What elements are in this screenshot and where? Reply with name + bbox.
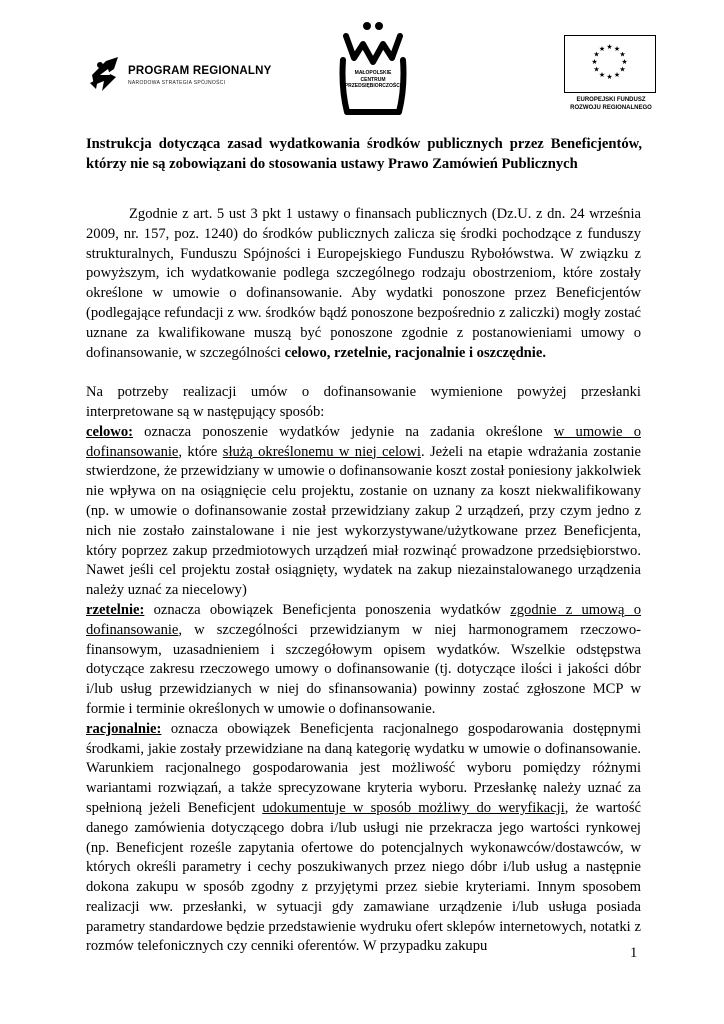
svg-text:★: ★ [619,50,626,59]
racjonalnie-underline-1: udokumentuje w sposób możliwy do weryfikacji [262,799,565,816]
paragraph-gap [86,363,641,383]
svg-text:★: ★ [606,43,613,51]
page-number: 1 [630,945,638,961]
definition-rzetelnie [86,601,641,720]
rzetelnie-text-2: , w szczególności przewidzianym w niej harmonogramem rzeczowo-finansowym, uzasadnieniem i szczegółowym opisem wydatków. Wszelkie odstępstwa dotyczące zakresu rzeczowego umowy o dofinansowanie (tj. dotyczące ilości i jakości dóbr i/lub usług przewidzianych w niej do sfinansowania) powinny zostać zgłoszone MCP w formie i terminie określonych w umowie o dofinansowanie. [86,621,641,717]
mcp-logo-line-1: MAŁOPOLSKIE [354,70,392,76]
mcp-logo-line-2: CENTRUM [360,76,386,83]
definition-racjonalnie [86,720,641,958]
mcp-logo-text [337,70,409,90]
term-rzetelnie: rzetelnie: [86,601,145,618]
svg-text:★: ★ [598,45,606,53]
racjonalnie-text-1: oznacza obowiązek Beneficjenta racjonalnego gospodarowania dostępnymi środkami, jakie zostały przewidziane na daną kategorię wydatku w umowie o dofinansowanie. Warunkiem racjonalnego gospodarowania jest możliwość wyboru pomiędzy różnymi wariantami rozwiązań, a także sprecyzowane kryteria wyboru. Przesłankę należy uznać za spełnioną jeżeli Beneficjent [86,720,641,816]
program-logo-title: PROGRAM REGIONALNY [128,65,272,77]
document-title [86,134,642,174]
celowo-text-1: oznacza ponoszenie wydatków jedynie na zadania określone [133,423,554,440]
celowo-text-3: . Jeżeli na etapie wdrażania zostanie stwierdzone, że przewidziany w umowie o dofinansowanie koszt został poniesiony jakkolwiek nie wpływa on na osiągnięcie celu projektu, zostanie on uznany za koszt niekwalifikowany (np. w umowie o dofinansowanie został przewidziany zakup 2 urządzeń, przy czym jedno z nich nie zostało zainstalowane i nie jest wykorzystywane/użytkowane przez Beneficjenta, który poprzez zakup przedmiotowych urządzeń miał rozwinąć prowadzone przedsiębiorstwo. Nawet jeśli cel projektu został osiągnięty, wydatek na zakup niezainstalowanego urządzenia należy uznać za niecelowy) [86,443,642,599]
svg-text:★: ★ [613,45,621,53]
svg-text:★: ★ [619,65,626,74]
svg-text:★: ★ [613,71,621,79]
term-celowo: celowo: [86,423,134,440]
program-logo-subtitle: NARODOWA STRATEGIA SPÓJNOŚCI [128,80,226,86]
document-body [86,205,641,957]
racjonalnie-text-2: , że wartość danego zamówienia dotyczącego dobra i/lub usługi nie przekracza jego wartości rynkowej (np. Beneficjent roześle zapytania ofertowe do potencjalnych wykonawców/dostawców, w których określi parametry i cechy poszukiwanych przez niego dóbr i/lub usług a następnie dokona zakupu w sposób zgodny z przyjętymi przez siebie kryteriami. Innym sposobem realizacji ww. przesłanki, w sytuacji gdy zamawiane urządzenie i/lub usługa posiada parametry standardowe będzie przedstawienie wydruku ofert sklepów internetowych, notatki z rozmów telefonicznych czy cenniki oferentów. W przypadku zakupu [86,799,641,955]
lead-line-2: interpretowane są w następujący sposób: [86,403,325,420]
intro-emphasis: celowo, rzetelnie, racjonalnie i oszczędnie. [284,344,546,361]
title-line-1: Instrukcja dotycząca zasad wydatkowania środków publicznych przez Beneficjentów, [86,136,642,152]
eu-logo-caption [556,96,666,112]
program-logo-emblem-icon [88,55,124,93]
eu-logo-line-1: EUROPEJSKI FUNDUSZ [576,97,646,103]
svg-text:★: ★ [593,65,600,74]
mcp-logo-line-3: PRZEDSIĘBIORCZOŚCI [344,83,402,89]
mcp-logo [337,22,409,118]
celowo-underline-1: w umowie o dofinansowanie [86,423,641,460]
svg-text:★: ★ [621,58,628,66]
svg-text:★: ★ [598,71,606,79]
celowo-text-2: , które [178,443,223,460]
program-regionalny-logo [88,55,272,97]
rzetelnie-text-1: oznacza obowiązek Beneficjenta ponoszenia wydatków [144,601,511,618]
term-racjonalnie: racjonalnie: [86,720,162,737]
lead-line-1: Na potrzeby realizacji umów o dofinansowanie wymienione powyżej przesłanki [86,384,641,401]
svg-text:★: ★ [606,73,613,81]
svg-text:★: ★ [593,50,600,59]
intro-text: Zgodnie z art. 5 ust 3 pkt 1 ustawy o finansach publicznych (Dz.U. z dn. 24 września 2009, nr. 157, poz. 1240) do środków publicznych zalicza się środki pochodzące z funduszy strukturalnych, Funduszu Spójności i Europejskiego Funduszu Rybołówstwa. W związku z powyższym, ich wydatkowanie podlega szczególnego rodzaju obostrzeniom, które zostały określone w umowie o dofinansowanie. Aby wydatki ponoszone przez Beneficjentów (podlegające refundacji z ww. środków bądź ponoszone bezpośrednio z zaliczki) mogły zostać uznane za kwalifikowane muszą być ponoszone zgodnie z postanowieniami umowy o dofinansowanie, w szczególności [86,206,641,361]
intro-paragraph [86,205,641,363]
title-line-2: którzy nie są zobowiązani do stosowania ustawy Prawo Zamówień Publicznych [86,156,578,172]
celowo-underline-2: służą określonemu w niej celowi [222,443,421,460]
eu-logo-line-2: ROZWOJU REGIONALNEGO [570,105,652,111]
eu-flag [564,35,656,93]
rzetelnie-underline-1: zgodnie z umową o dofinansowanie [86,601,641,638]
svg-text:★: ★ [591,58,598,66]
definition-celowo [86,423,641,601]
eu-erdf-logo [564,35,658,115]
eu-stars-icon [565,36,654,91]
